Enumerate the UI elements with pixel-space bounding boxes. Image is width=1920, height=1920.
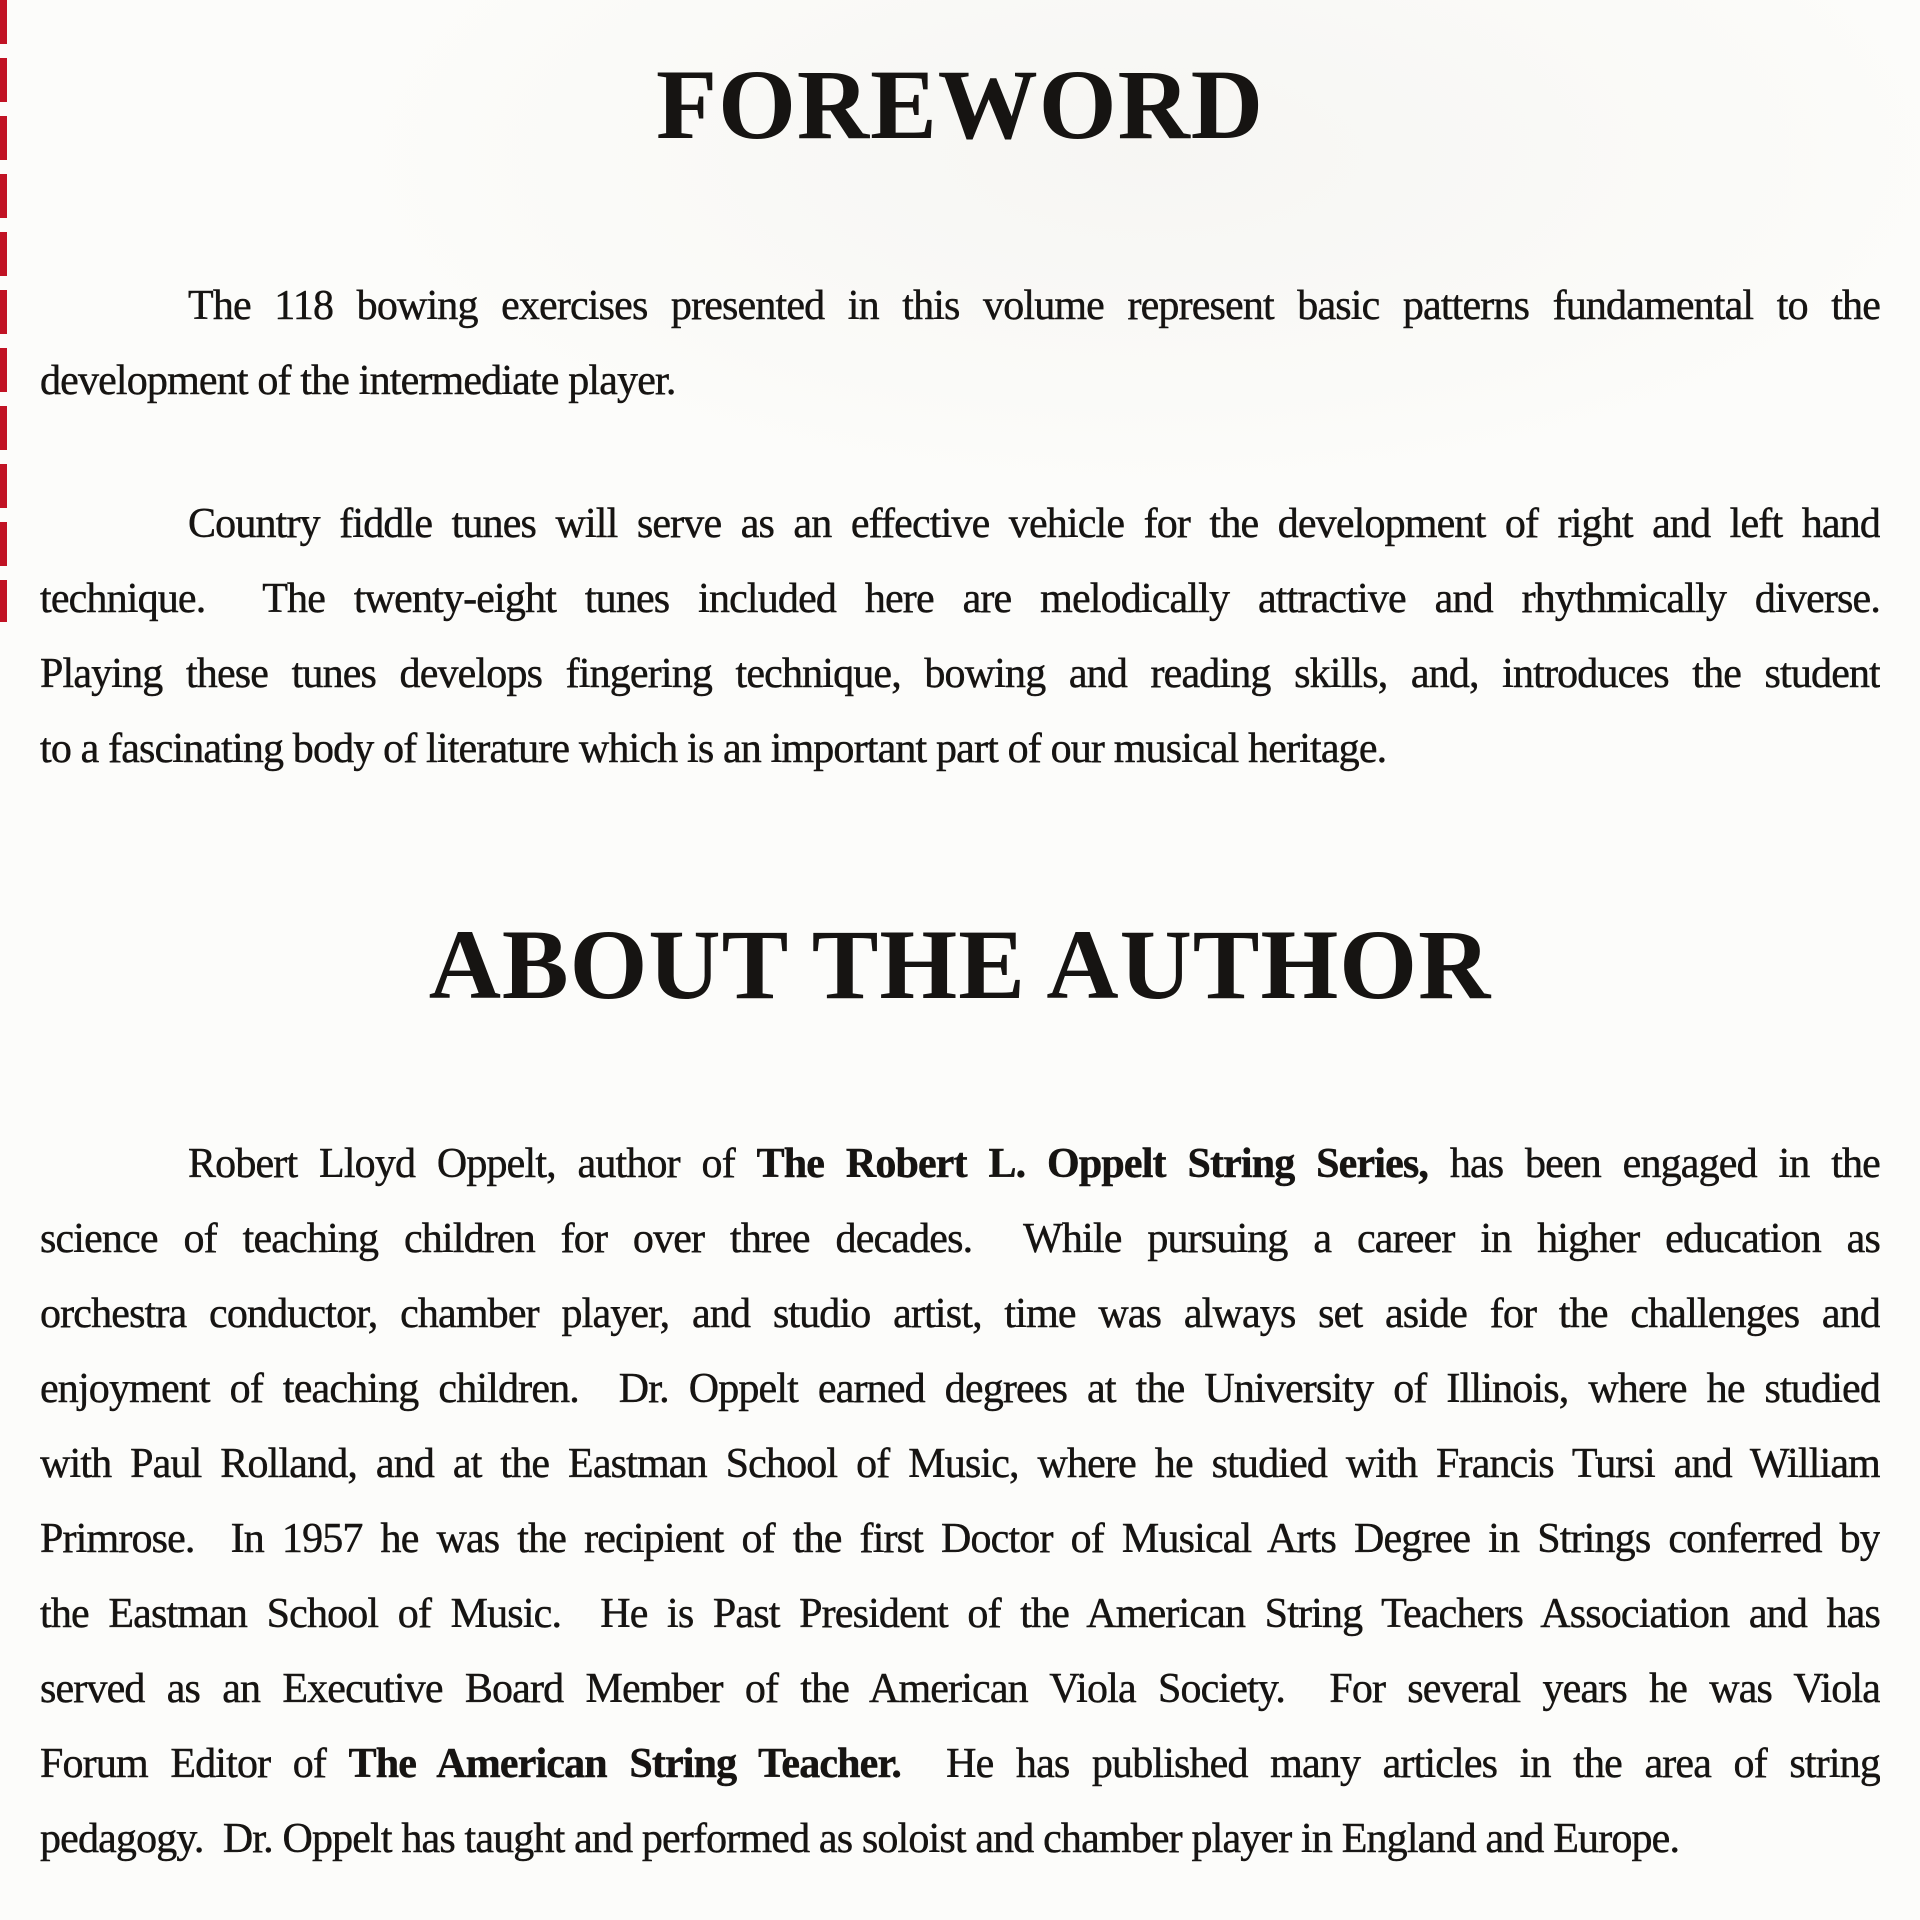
text-line: orchestra conductor, chamber player, and studio artist, time was always set aside for the challenges and <box>40 1291 1880 1337</box>
paragraph <box>40 1127 1880 1877</box>
foreword-heading: FOREWORD <box>656 49 1264 160</box>
section-foreword <box>40 50 1880 787</box>
about-the-author-heading: ABOUT THE AUTHOR <box>428 909 1492 1020</box>
bold-title-span: The American String Teacher. <box>348 1741 902 1787</box>
text-line: served as an Executive Board Member of the American Viola Society. For several years he was Viola <box>40 1666 1880 1712</box>
text-line: Robert Lloyd Oppelt, author of The Robert L. Oppelt String Series, has been engaged in the <box>188 1141 1880 1187</box>
left-edge-scan-marks <box>0 0 7 622</box>
text-line: Forum Editor of The American String Teacher. He has published many articles in the area of string <box>40 1741 1880 1787</box>
text-line: Country fiddle tunes will serve as an effective vehicle for the development of right and left hand <box>188 501 1880 547</box>
text-line: technique. The twenty-eight tunes included here are melodically attractive and rhythmically diverse. <box>40 576 1880 622</box>
text-line: development of the intermediate player. <box>40 358 676 404</box>
text-line: with Paul Rolland, and at the Eastman School of Music, where he studied with Francis Tursi and William <box>40 1441 1880 1487</box>
text-line: enjoyment of teaching children. Dr. Oppelt earned degrees at the University of Illinois, where he studied <box>40 1366 1880 1412</box>
text-line: Primrose. In 1957 he was the recipient of the first Doctor of Musical Arts Degree in Strings conferred by <box>40 1516 1880 1562</box>
text-line: Playing these tunes develops fingering technique, bowing and reading skills, and, introduces the student <box>40 651 1880 697</box>
text-line: The 118 bowing exercises presented in this volume represent basic patterns fundamental to the <box>188 283 1880 329</box>
text-line: pedagogy. Dr. Oppelt has taught and performed as soloist and chamber player in England and Europe. <box>40 1816 1680 1862</box>
section-about-the-author <box>40 910 1880 1877</box>
bold-title-span: The Robert L. Oppelt String Series, <box>756 1141 1429 1187</box>
text-line: science of teaching children for over three decades. While pursuing a career in higher education as <box>40 1216 1880 1262</box>
paragraph <box>40 269 1880 419</box>
text-line: the Eastman School of Music. He is Past President of the American String Teachers Association and has <box>40 1591 1880 1637</box>
text-line: to a fascinating body of literature which is an important part of our musical heritage. <box>40 726 1387 772</box>
paragraph <box>40 487 1880 787</box>
